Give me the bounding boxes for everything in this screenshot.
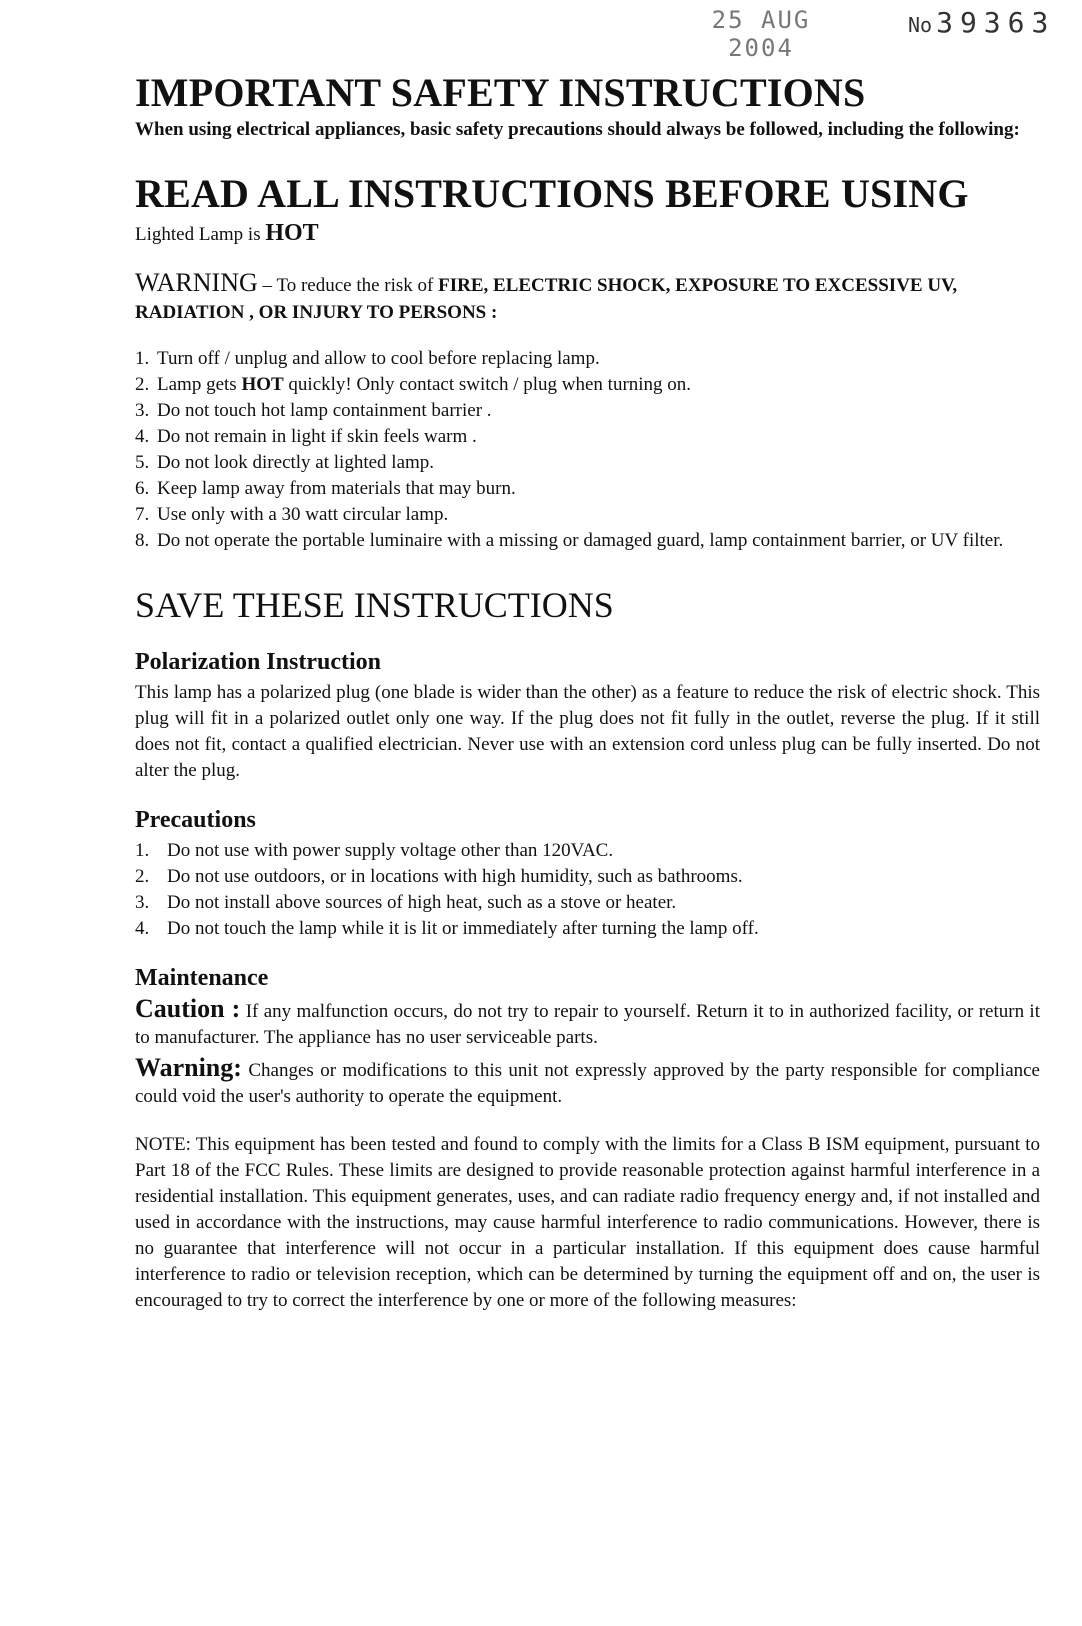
item-number: 5. — [135, 452, 150, 473]
save-instructions-heading: SAVE THESE INSTRUCTIONS — [135, 585, 614, 625]
item-number: 6. — [135, 478, 150, 499]
item-text: Do not touch the lamp while it is lit or immediately after turning the lamp off. — [167, 918, 759, 939]
list-item — [135, 890, 1040, 916]
list-item — [135, 346, 1040, 372]
item-text-pre: Lamp gets — [157, 374, 242, 395]
warning-risks: FIRE, ELECTRIC SHOCK, EXPOSURE TO EXCESSIVE UV, RADIATION , OR INJURY TO PERSONS : — [135, 275, 958, 323]
item-number: 8. — [135, 530, 150, 551]
warning-lead: To reduce the risk of — [276, 275, 439, 296]
item-number: 2. — [135, 866, 150, 887]
item-number: 3. — [135, 400, 150, 421]
item-text: Keep lamp away from materials that may burn. — [157, 478, 516, 499]
list-item — [135, 502, 1040, 528]
serial-number — [908, 6, 1076, 39]
warning-dash: – — [257, 275, 277, 296]
item-number: 1. — [135, 840, 150, 861]
lamp-hot-emph: HOT — [265, 220, 319, 246]
item-text: Do not look directly at lighted lamp. — [157, 452, 435, 473]
item-number: 3. — [135, 892, 150, 913]
item-text: Do not use outdoors, or in locations with high humidity, such as bathrooms. — [167, 866, 743, 887]
item-text: Do not use with power supply voltage other than 120VAC. — [167, 840, 614, 861]
intro-text: When using electrical appliances, basic safety precautions should always be followed, including the following: — [135, 119, 1020, 140]
list-item — [135, 398, 1040, 424]
caution-text: If any malfunction occurs, do not try to repair to yourself. Return it to in authorized facility, or return it to manufacturer. The appliance has no user serviceable parts. — [135, 1001, 1040, 1048]
item-text-emph: HOT — [241, 374, 284, 395]
item-text: Turn off / unplug and allow to cool before replacing lamp. — [157, 348, 600, 369]
item-text: Use only with a 30 watt circular lamp. — [157, 504, 449, 525]
item-text: Do not operate the portable luminaire with a missing or damaged guard, lamp containment barrier, or UV filter. — [157, 530, 1004, 551]
item-text: Do not install above sources of high heat, such as a stove or heater. — [167, 892, 677, 913]
polarization-text: This lamp has a polarized plug (one blade is wider than the other) as a feature to reduce the risk of electric shock. This plug will fit in a polarized outlet only one way. If the plug does not fit fully in the outlet, reverse the plug. If it still does not fit, contact a qualified electrician. Never use with an extension cord unless plug can be fully inserted. Do not alter the plug. — [135, 682, 1040, 781]
fcc-note: NOTE: This equipment has been tested and found to comply with the limits for a Class B ISM equipment, pursuant to Part 18 of the FCC Rules. These limits are designed to provide reasonable protection against harmful interference in a residential installation. This equipment generates, uses, and can radiate radio frequency energy and, if not installed and used in accordance with the instructions, may cause harmful interference to radio communications. However, there is no guarantee that interference will not occur in a particular installation. If this equipment does cause harmful interference to radio or television reception, which can be determined by turning the equipment off and on, the user is encouraged to try to correct the interference by one or more of the following measures: — [135, 1134, 1040, 1311]
document-body — [135, 70, 1040, 1333]
polarization-heading: Polarization Instruction — [135, 649, 381, 675]
list-item — [135, 864, 1040, 890]
list-item — [135, 372, 1040, 398]
lamp-hot-prefix: Lighted Lamp is — [135, 224, 261, 245]
item-text: Do not remain in light if skin feels warm . — [157, 426, 477, 447]
item-text — [157, 372, 691, 398]
warning-block — [135, 269, 1040, 326]
safety-list — [135, 346, 1040, 554]
list-item — [135, 838, 1040, 864]
warning2-label: Warning: — [135, 1053, 242, 1082]
read-all-heading: READ ALL INSTRUCTIONS BEFORE USING — [135, 171, 969, 216]
warning2-text: Changes or modifications to this unit not expressly approved by the party responsible for compliance could void the user's authority to operate the equipment. — [135, 1060, 1040, 1107]
maintenance-heading: Maintenance — [135, 965, 269, 991]
serial-digits: 39363 — [936, 6, 1056, 39]
serial-prefix: No — [908, 13, 933, 37]
warning-label: WARNING — [135, 268, 258, 297]
lamp-hot-line — [135, 219, 1040, 249]
item-number: 7. — [135, 504, 150, 525]
item-number: 2. — [135, 374, 150, 395]
caution-paragraph — [135, 996, 1040, 1051]
item-number: 1. — [135, 348, 150, 369]
list-item — [135, 528, 1040, 554]
caution-label: Caution : — [135, 994, 241, 1023]
list-item — [135, 476, 1040, 502]
list-item — [135, 916, 1040, 942]
warning-paragraph — [135, 1055, 1040, 1110]
precautions-list — [135, 838, 1040, 942]
list-item — [135, 450, 1040, 476]
page-title: IMPORTANT SAFETY INSTRUCTIONS — [135, 70, 866, 115]
precautions-heading: Precautions — [135, 807, 256, 833]
date-stamp: 25 AUG 2004 — [711, 6, 811, 62]
item-number: 4. — [135, 918, 150, 939]
item-text: Do not touch hot lamp containment barrier . — [157, 400, 492, 421]
item-text-post: quickly! Only contact switch / plug when turning on. — [283, 374, 692, 395]
item-number: 4. — [135, 426, 150, 447]
list-item — [135, 424, 1040, 450]
